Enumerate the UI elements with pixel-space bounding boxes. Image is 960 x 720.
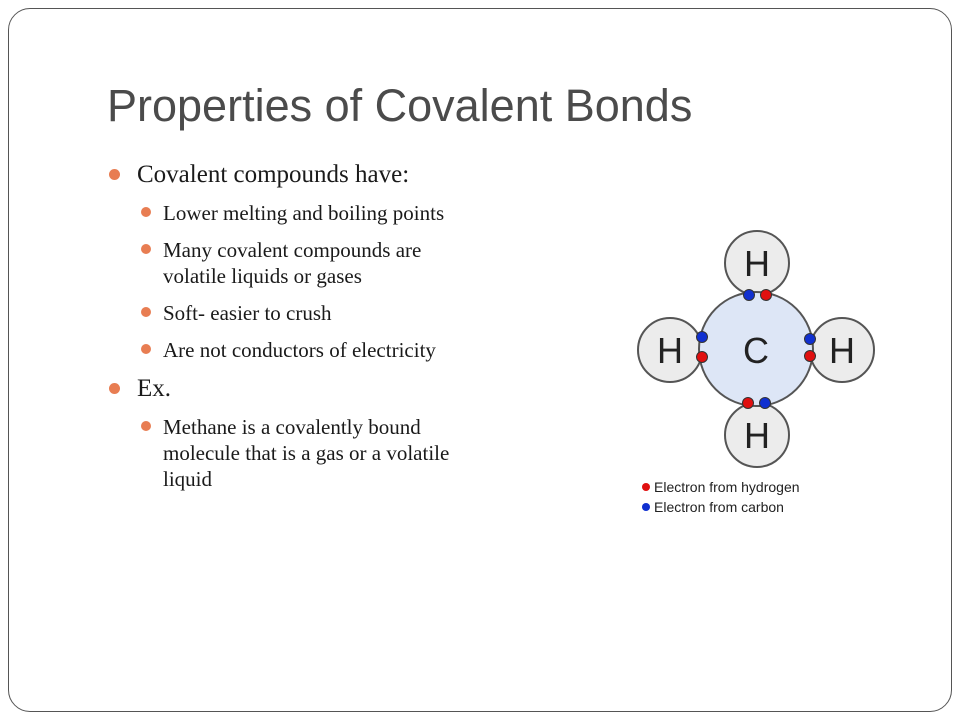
bullet-text: Soft- easier to crush (163, 301, 332, 325)
bullet-text: Ex. (137, 375, 172, 402)
bullet-text: Covalent compounds have: (137, 161, 410, 188)
bullet-dot (141, 421, 151, 431)
legend-carbon-label: Electron from carbon (654, 499, 784, 515)
atom-label-top: H (744, 243, 770, 284)
bullet-sub-4 (107, 337, 487, 363)
slide-title: Properties of Covalent Bonds (107, 80, 693, 131)
bullet-list (107, 160, 487, 503)
atom-label-left: H (657, 330, 683, 371)
bullet-sub-5 (107, 414, 487, 492)
bullet-sub-2 (107, 237, 487, 289)
electron-hydrogen (743, 398, 754, 409)
bullet-main-2 (107, 374, 487, 404)
legend-carbon-dot (642, 503, 650, 511)
atom-label-bottom: H (744, 415, 770, 456)
electron-carbon (744, 290, 755, 301)
bullet-text: Are not conductors of electricity (163, 338, 436, 362)
legend-hydrogen-label: Electron from hydrogen (654, 479, 800, 495)
legend-hydrogen-dot (642, 483, 650, 491)
bullet-dot (109, 383, 120, 394)
bullet-text: Lower melting and boiling points (163, 201, 445, 225)
bullet-sub-3 (107, 300, 487, 326)
bullet-dot (141, 207, 151, 217)
electron-hydrogen (697, 352, 708, 363)
bullet-dot (141, 307, 151, 317)
bullet-main-1 (107, 160, 487, 190)
electron-carbon (805, 334, 816, 345)
atom-label-right: H (829, 330, 855, 371)
methane-diagram (600, 220, 900, 530)
bullet-dot (109, 169, 120, 180)
atom-label-center: C (743, 330, 769, 371)
electron-hydrogen (761, 290, 772, 301)
bullet-text: Many covalent compounds are volatile liquids or gases (163, 238, 422, 288)
electron-hydrogen (805, 351, 816, 362)
bullet-text: Methane is a covalently bound molecule that is a gas or a volatile liquid (163, 415, 450, 491)
electron-carbon (760, 398, 771, 409)
bullet-dot (141, 344, 151, 354)
bullet-sub-1 (107, 200, 487, 226)
bullet-dot (141, 244, 151, 254)
electron-carbon (697, 332, 708, 343)
